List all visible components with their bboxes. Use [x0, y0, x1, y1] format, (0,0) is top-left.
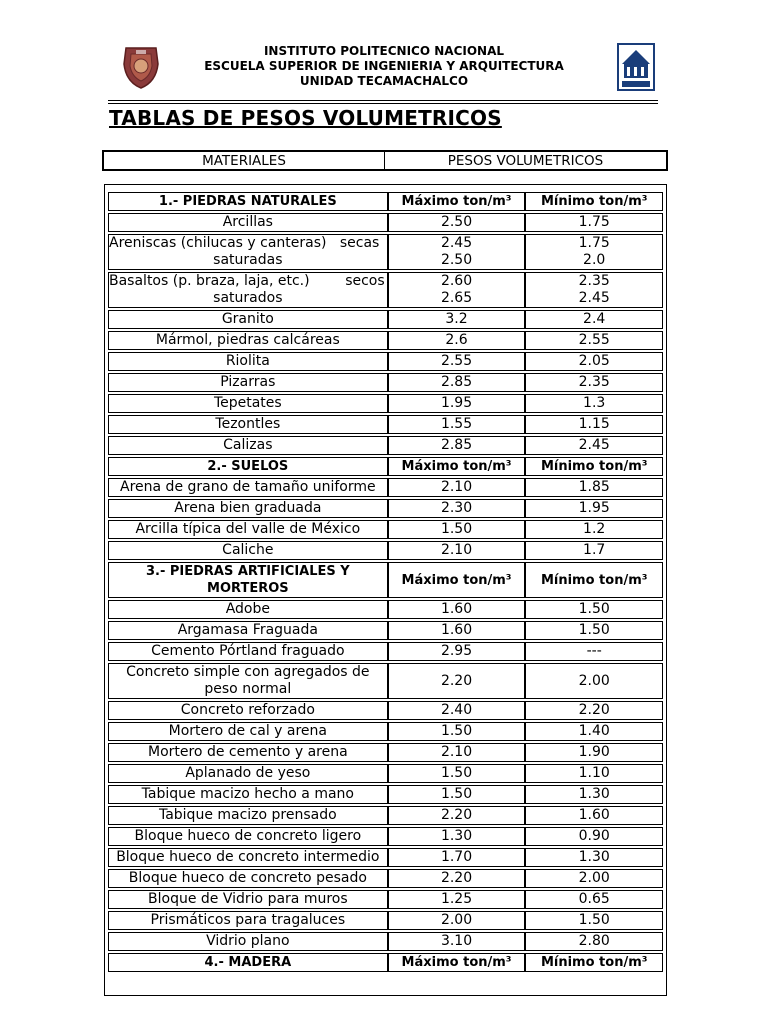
max-value: 1.60 — [388, 600, 526, 619]
section-title-line: 3.- PIEDRAS ARTIFICIALES Y — [145, 564, 350, 579]
table-row — [108, 785, 663, 804]
material-name: Prismáticos para tragaluces — [108, 911, 388, 930]
min-value: 1.30 — [525, 785, 663, 804]
table-row — [108, 642, 663, 661]
table-row — [108, 743, 663, 762]
material-name — [108, 234, 388, 270]
table-row — [108, 541, 663, 560]
max-value: 1.95 — [388, 394, 526, 413]
section-title: 1.- PIEDRAS NATURALES — [108, 192, 388, 211]
min-value-line-2: 2.45 — [578, 290, 610, 306]
section-header-row — [108, 192, 663, 211]
min-value — [525, 272, 663, 308]
weights-column-header: PESOS VOLUMETRICOS — [447, 152, 604, 169]
materials-column-header: MATERIALES — [104, 152, 385, 169]
weights-table — [108, 190, 663, 974]
max-value: 3.10 — [388, 932, 526, 951]
material-name: Concreto reforzado — [108, 701, 388, 720]
max-label: Máximo ton/m³ — [388, 457, 526, 476]
esia-logo — [616, 42, 656, 92]
min-value: 1.7 — [525, 541, 663, 560]
material-name-line: Concreto simple con agregados de — [126, 664, 370, 680]
table-row — [108, 806, 663, 825]
max-value: 1.25 — [388, 890, 526, 909]
material-name — [108, 272, 388, 308]
max-value: 2.10 — [388, 478, 526, 497]
min-value-line: 2.35 — [578, 273, 610, 289]
material-name-line-2: saturadas — [213, 252, 283, 268]
max-label: Máximo ton/m³ — [388, 953, 526, 972]
min-value: 0.90 — [525, 827, 663, 846]
section-header-row — [108, 953, 663, 972]
min-value: 2.55 — [525, 331, 663, 350]
material-name: Tezontles — [108, 415, 388, 434]
material-name: Tabique macizo hecho a mano — [108, 785, 388, 804]
header-rule-top — [108, 100, 658, 101]
section-header-row — [108, 562, 663, 598]
min-value: 0.65 — [525, 890, 663, 909]
table-row — [108, 310, 663, 329]
min-value: 1.10 — [525, 764, 663, 783]
max-value: 2.95 — [388, 642, 526, 661]
table-row — [108, 394, 663, 413]
max-value: 2.30 — [388, 499, 526, 518]
section-header-row — [108, 457, 663, 476]
min-value: 1.60 — [525, 806, 663, 825]
max-value: 1.60 — [388, 621, 526, 640]
table-row — [108, 373, 663, 392]
min-value: 2.20 — [525, 701, 663, 720]
table-row — [108, 520, 663, 539]
max-value-line: 2.60 — [440, 273, 473, 289]
max-value: 2.20 — [388, 806, 526, 825]
max-value: 1.30 — [388, 827, 526, 846]
min-value: 1.95 — [525, 499, 663, 518]
max-value: 2.85 — [388, 373, 526, 392]
material-name: Arena de grano de tamaño uniforme — [108, 478, 388, 497]
max-value: 2.6 — [388, 331, 526, 350]
max-value: 2.20 — [388, 869, 526, 888]
min-value: 1.3 — [525, 394, 663, 413]
table-row — [108, 600, 663, 619]
material-name: Granito — [108, 310, 388, 329]
material-name: Adobe — [108, 600, 388, 619]
table-row — [108, 701, 663, 720]
min-value: 2.4 — [525, 310, 663, 329]
max-value — [388, 272, 526, 308]
table-row — [108, 869, 663, 888]
min-value-line-2: 2.0 — [583, 252, 606, 268]
material-name: Bloque hueco de concreto ligero — [108, 827, 388, 846]
min-label: Mínimo ton/m³ — [525, 192, 663, 211]
min-value: 1.90 — [525, 743, 663, 762]
max-value: 1.55 — [388, 415, 526, 434]
min-value: 2.00 — [525, 869, 663, 888]
max-value: 2.85 — [388, 436, 526, 455]
table-row — [108, 415, 663, 434]
min-value: 1.2 — [525, 520, 663, 539]
min-value: 1.40 — [525, 722, 663, 741]
header-line-1: INSTITUTO POLITECNICO NACIONAL — [263, 44, 505, 58]
table-row — [108, 352, 663, 371]
min-value: 1.50 — [525, 621, 663, 640]
min-label: Mínimo ton/m³ — [525, 457, 663, 476]
min-value: 2.80 — [525, 932, 663, 951]
table-row — [108, 436, 663, 455]
min-value: 2.45 — [525, 436, 663, 455]
min-value — [525, 234, 663, 270]
material-name: Tabique macizo prensado — [108, 806, 388, 825]
material-name: Mortero de cemento y arena — [108, 743, 388, 762]
material-name-line: Basaltos (p. braza, laja, etc.) secos — [109, 273, 385, 289]
max-value — [388, 234, 526, 270]
material-name: Arcilla típica del valle de México — [108, 520, 388, 539]
max-label: Máximo ton/m³ — [388, 562, 526, 598]
max-value: 2.20 — [388, 663, 526, 699]
max-value: 1.70 — [388, 848, 526, 867]
table-row — [108, 213, 663, 232]
min-value: 1.50 — [525, 600, 663, 619]
material-name: Bloque hueco de concreto pesado — [108, 869, 388, 888]
table-row — [108, 621, 663, 640]
max-value-line-2: 2.50 — [440, 252, 473, 268]
min-value: 1.50 — [525, 911, 663, 930]
max-label: Máximo ton/m³ — [388, 192, 526, 211]
min-value: --- — [525, 642, 663, 661]
material-name: Bloque hueco de concreto intermedio — [108, 848, 388, 867]
column-header-table — [102, 150, 668, 171]
material-name: Arena bien graduada — [108, 499, 388, 518]
material-name-line-2: saturados — [213, 290, 283, 306]
material-name: Cemento Pórtland fraguado — [108, 642, 388, 661]
material-name: Vidrio plano — [108, 932, 388, 951]
max-value: 2.50 — [388, 213, 526, 232]
material-name: Riolita — [108, 352, 388, 371]
table-row — [108, 663, 663, 699]
min-value-line: 1.75 — [578, 235, 610, 251]
min-value: 1.30 — [525, 848, 663, 867]
max-value: 2.10 — [388, 743, 526, 762]
header-rule-bottom — [108, 103, 658, 104]
table-row — [108, 827, 663, 846]
table-row — [108, 478, 663, 497]
material-name-line-2: peso normal — [204, 681, 292, 697]
material-name: Calizas — [108, 436, 388, 455]
material-name: Mármol, piedras calcáreas — [108, 331, 388, 350]
max-value-line: 2.45 — [440, 235, 473, 251]
min-value: 2.35 — [525, 373, 663, 392]
header-line-3: UNIDAD TECAMACHALCO — [299, 74, 469, 88]
material-name: Caliche — [108, 541, 388, 560]
material-name: Tepetates — [108, 394, 388, 413]
section-title: 2.- SUELOS — [108, 457, 388, 476]
max-value: 2.40 — [388, 701, 526, 720]
max-value: 2.00 — [388, 911, 526, 930]
table-row — [108, 848, 663, 867]
section-title — [108, 562, 388, 598]
document-title: TABLAS DE PESOS VOLUMETRICOS — [109, 106, 502, 130]
table-row — [108, 890, 663, 909]
max-value: 2.55 — [388, 352, 526, 371]
table-row — [108, 722, 663, 741]
material-name: Pizarras — [108, 373, 388, 392]
table-row — [108, 932, 663, 951]
section-title: 4.- MADERA — [108, 953, 388, 972]
table-row — [108, 764, 663, 783]
material-name: Mortero de cal y arena — [108, 722, 388, 741]
min-value: 1.75 — [525, 213, 663, 232]
min-label: Mínimo ton/m³ — [525, 953, 663, 972]
min-value: 2.00 — [525, 663, 663, 699]
max-value: 1.50 — [388, 722, 526, 741]
section-title-line-2: MORTEROS — [207, 581, 289, 596]
material-name: Bloque de Vidrio para muros — [108, 890, 388, 909]
max-value: 1.50 — [388, 785, 526, 804]
min-value: 2.05 — [525, 352, 663, 371]
material-name-line: Areniscas (chilucas y canteras) secas — [109, 235, 380, 251]
table-row — [108, 331, 663, 350]
material-name: Aplanado de yeso — [108, 764, 388, 783]
max-value: 3.2 — [388, 310, 526, 329]
material-name — [108, 663, 388, 699]
header-line-2: ESCUELA SUPERIOR DE INGENIERIA Y ARQUITECTURA — [204, 59, 564, 73]
table-row — [108, 272, 663, 308]
max-value: 2.10 — [388, 541, 526, 560]
max-value: 1.50 — [388, 764, 526, 783]
material-name: Argamasa Fraguada — [108, 621, 388, 640]
material-name: Arcillas — [108, 213, 388, 232]
table-row — [108, 234, 663, 270]
min-label: Mínimo ton/m³ — [525, 562, 663, 598]
table-row — [108, 911, 663, 930]
min-value: 1.15 — [525, 415, 663, 434]
max-value-line-2: 2.65 — [440, 290, 473, 306]
min-value: 1.85 — [525, 478, 663, 497]
table-row — [108, 499, 663, 518]
max-value: 1.50 — [388, 520, 526, 539]
